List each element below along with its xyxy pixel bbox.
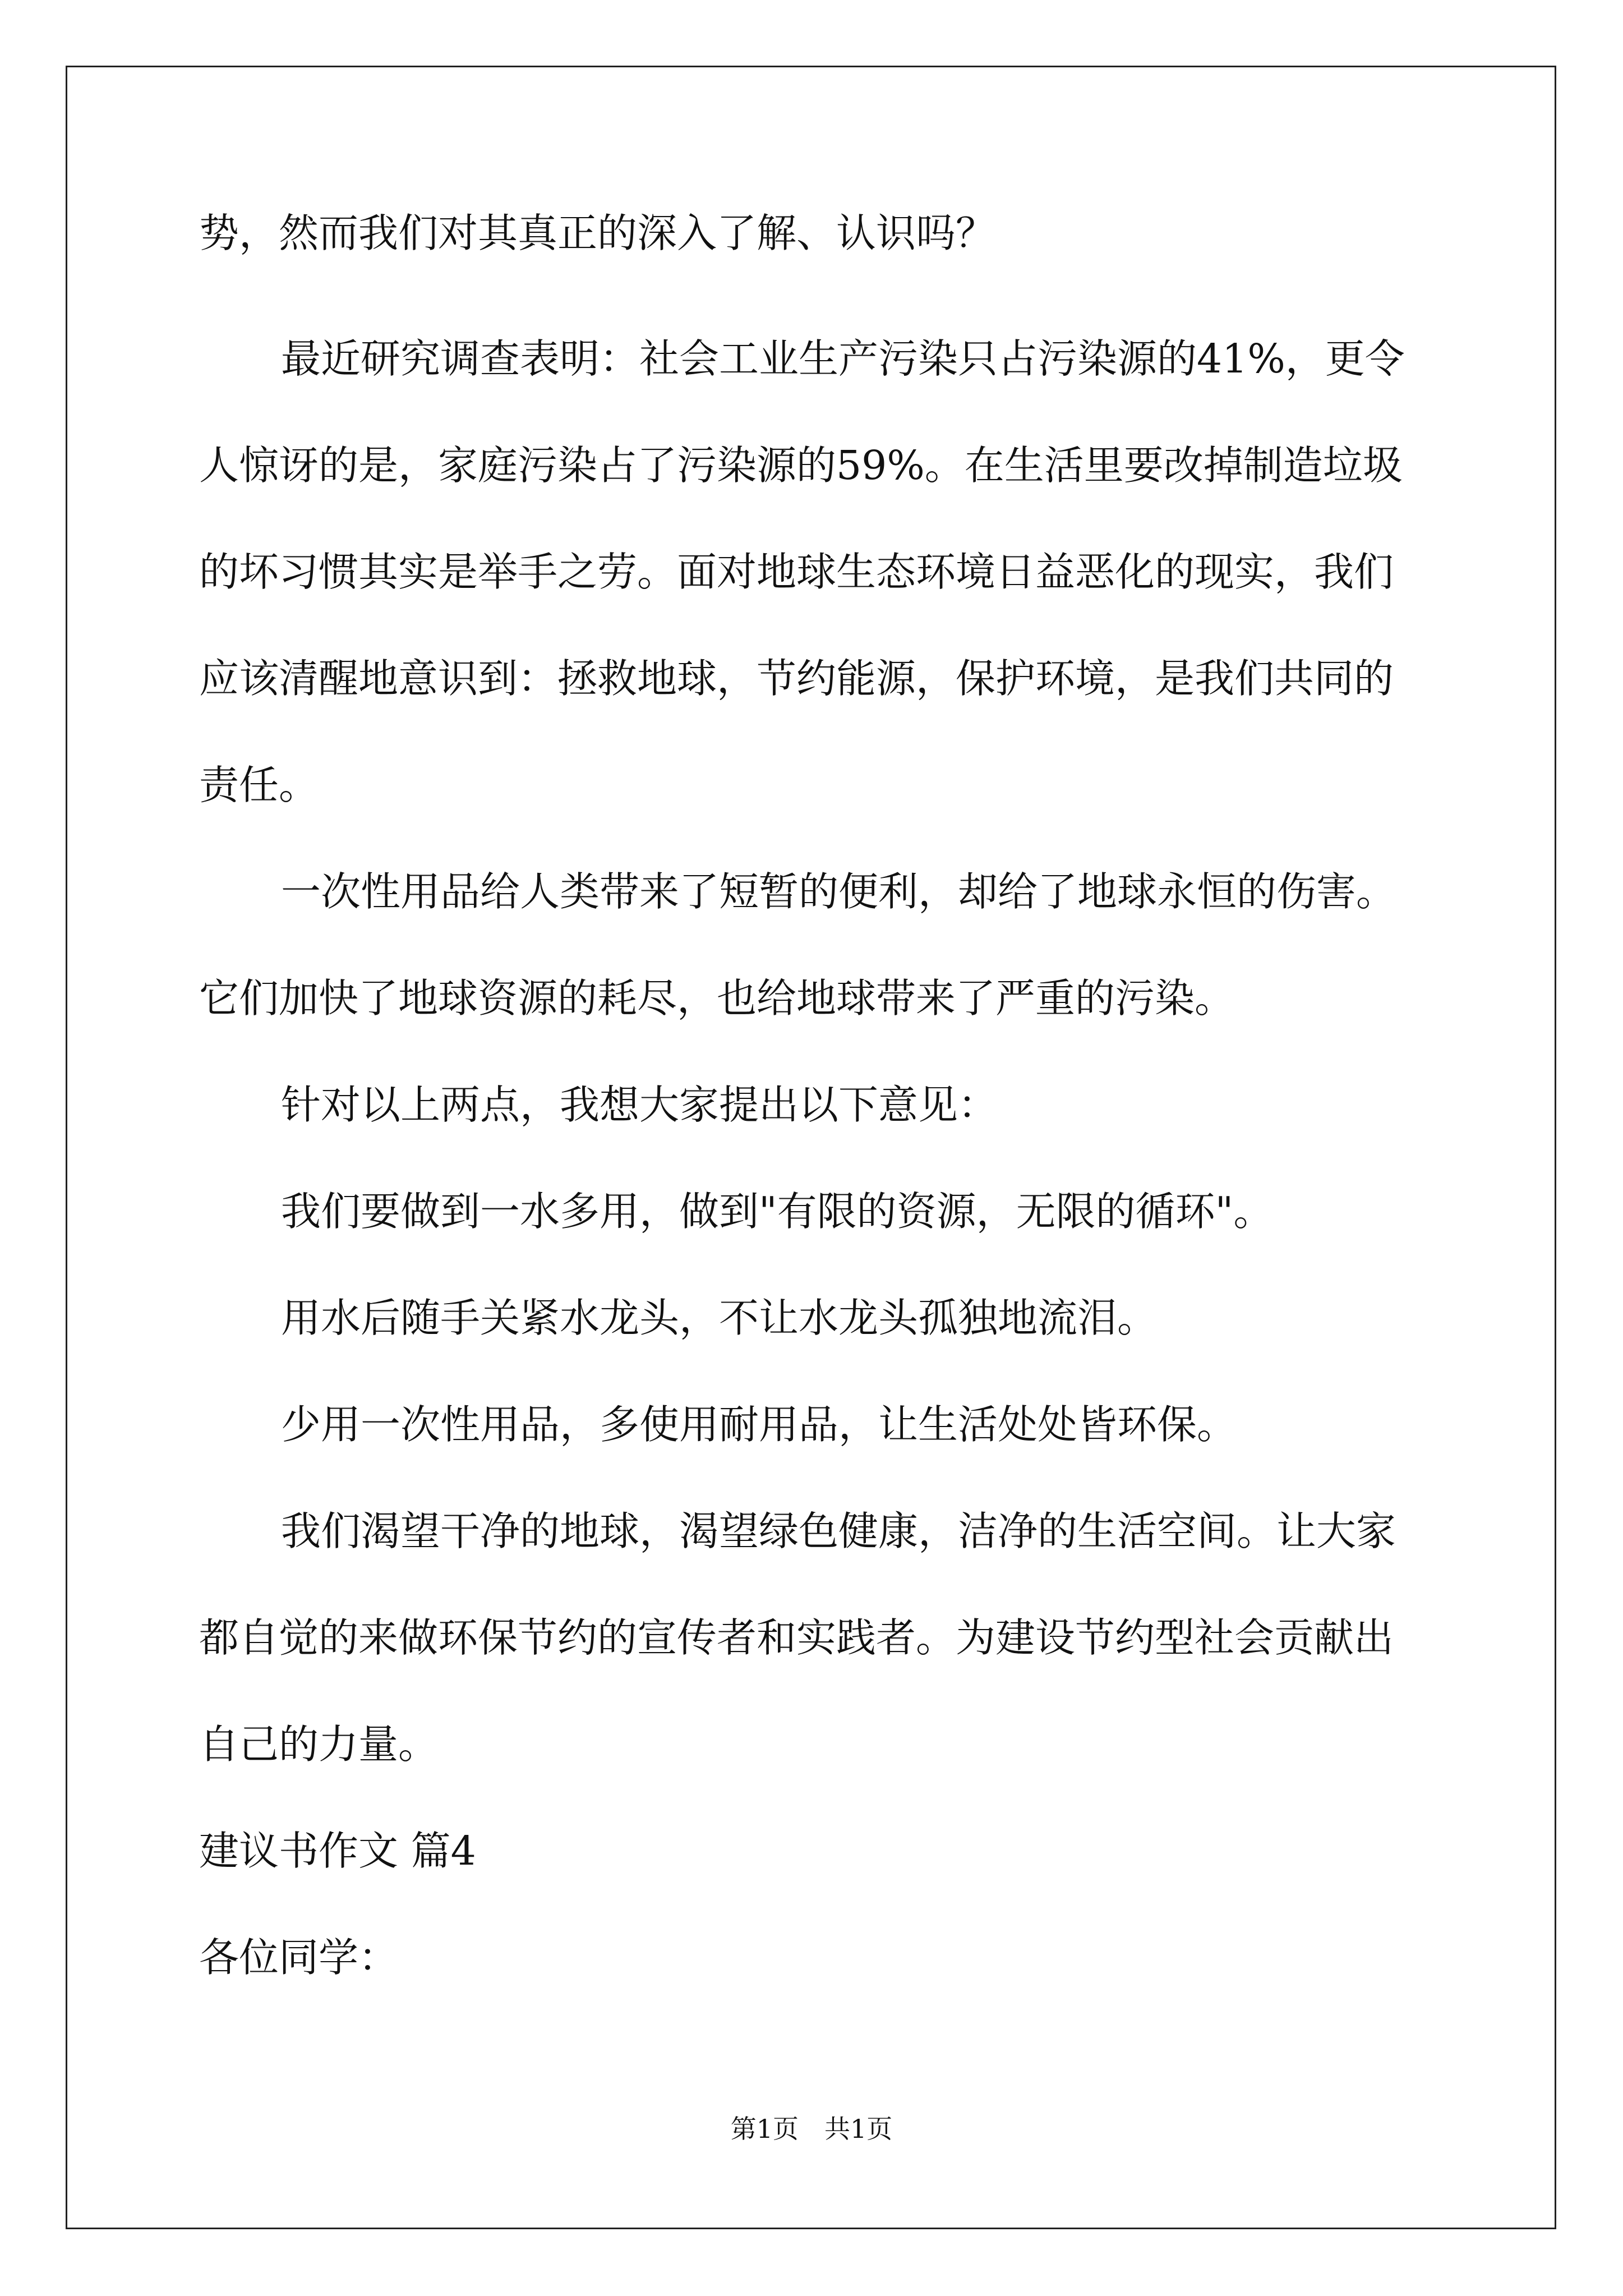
paragraph-line: 一次性用品给人类带来了短暂的便利，却给了地球永恒的伤害。 <box>281 868 1396 915</box>
paragraph-line: 它们加快了地球资源的耗尽，也给地球带来了严重的污染。 <box>199 975 1235 1022</box>
paragraph-line: 势，然而我们对其真正的深入了解、认识吗？ <box>199 210 996 256</box>
paragraph-line: 我们渴望干净的地球，渴望绿色健康，洁净的生活空间。让大家 <box>281 1508 1396 1554</box>
section-heading: 建议书作文 篇4 <box>199 1828 476 1874</box>
paragraph-line: 责任。 <box>199 762 319 808</box>
paragraph-line: 应该清醒地意识到：拯救地球，节约能源，保护环境，是我们共同的 <box>199 655 1394 702</box>
paragraph-line: 我们要做到一水多用，做到"有限的资源，无限的循环"。 <box>281 1188 1274 1235</box>
paragraph-line: 的坏习惯其实是举手之劳。面对地球生态环境日益恶化的现实，我们 <box>199 549 1394 595</box>
paragraph-line: 都自觉的来做环保节约的宣传者和实践者。为建设节约型社会贡献出 <box>199 1614 1394 1661</box>
salutation: 各位同学： <box>199 1934 399 1981</box>
page-number-footer: 第1页 共1页 <box>730 2114 893 2144</box>
paragraph-line: 人惊讶的是，家庭污染占了污染源的59%。在生活里要改掉制造垃圾 <box>199 442 1403 489</box>
page-border <box>66 66 1556 2229</box>
paragraph-line: 最近研究调查表明：社会工业生产污染只占污染源的41%，更令 <box>281 335 1405 382</box>
paragraph-line: 用水后随手关紧水龙头，不让水龙头孤独地流泪。 <box>281 1295 1158 1341</box>
paragraph-line: 少用一次性用品，多使用耐用品，让生活处处皆环保。 <box>281 1401 1237 1448</box>
paragraph-line: 针对以上两点，我想大家提出以下意见： <box>281 1082 998 1128</box>
paragraph-line: 自己的力量。 <box>199 1721 439 1768</box>
